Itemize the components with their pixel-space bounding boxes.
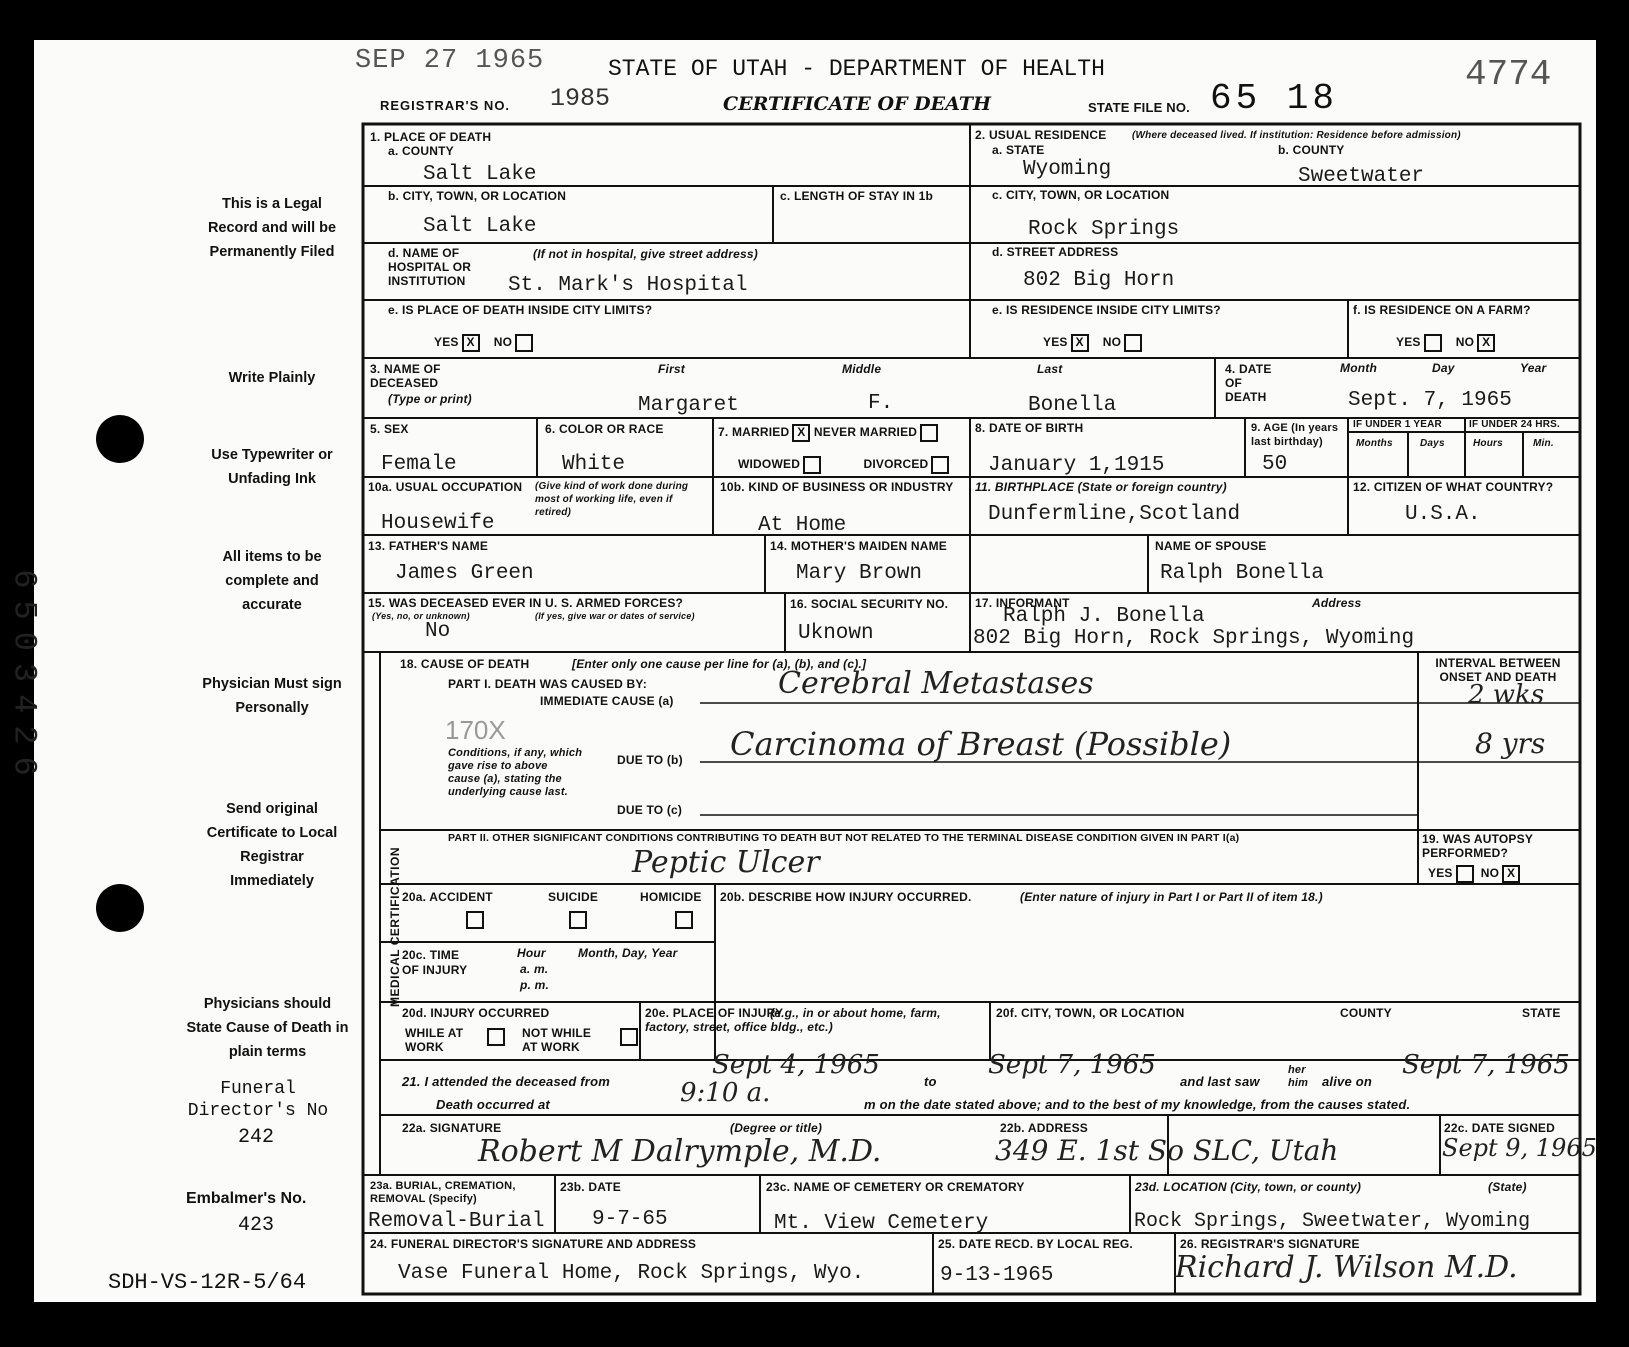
value-date-of-death: Sept. 7, 1965 [1348, 389, 1512, 412]
value-part2: Peptic Ulcer [632, 845, 820, 880]
label-pm: p. m. [520, 978, 550, 992]
label-her-him: her him [1288, 1064, 1309, 1089]
label-under-24-hrs: IF UNDER 24 HRS. [1469, 419, 1560, 430]
never-married-checkbox[interactable] [920, 424, 938, 442]
label-inside-city-limits: e. IS PLACE OF DEATH INSIDE CITY LIMITS? [388, 303, 653, 317]
label-suicide: SUICIDE [548, 890, 599, 904]
sidebar-send-original: Send original Certificate to Local Registrar Immediately [206, 801, 338, 889]
label-place-of-injury: 20e. PLACE OF INJURY [645, 1006, 784, 1020]
no-checkbox[interactable]: X [1502, 865, 1520, 883]
registrar-signature: Richard J. Wilson M.D. [1175, 1250, 1518, 1285]
label-county: a. COUNTY [388, 144, 454, 158]
value-physician-address: 349 E. 1st So SLC, Utah [995, 1134, 1339, 1167]
never-married-label: NEVER MARRIED [813, 425, 918, 440]
yes-label: YES [1428, 866, 1453, 881]
label-place-of-injury-note: (e.g., in or about home, farm, factory, street, office bldg., etc.) [645, 1006, 941, 1034]
not-while-at-work-checkbox[interactable] [620, 1028, 638, 1046]
label-alive-on: alive on [1322, 1074, 1373, 1089]
label-degree: (Degree or title) [730, 1121, 823, 1135]
yes-checkbox[interactable] [1456, 865, 1474, 883]
label-injury-county: COUNTY [1340, 1006, 1392, 1020]
label-city: b. CITY, TOWN, OR LOCATION [388, 189, 567, 203]
value-hospital: St. Mark's Hospital [508, 274, 748, 297]
embalmer-label: Embalmer's No. [186, 1190, 307, 1207]
label-injury-state: STATE [1522, 1006, 1561, 1020]
label-date-of-death: 4. DATE OF DEATH [1225, 362, 1272, 404]
label-res-city: c. CITY, TOWN, OR LOCATION [992, 188, 1170, 202]
no-checkbox[interactable] [1124, 334, 1142, 352]
label-part2: PART II. OTHER SIGNIFICANT CONDITIONS CONTRIBUTING TO DEATH BUT NOT RELATED TO THE TERMINAL DISEASE CONDITION GIVEN IN PART I(a) [448, 832, 1240, 844]
yes-label: YES [434, 335, 459, 350]
yes-checkbox[interactable] [1424, 334, 1442, 352]
label-hour: Hour [517, 946, 546, 960]
label-months: Months [1356, 438, 1393, 449]
value-business: At Home [758, 514, 847, 537]
label-age: 9. AGE (In years last birthday) [1251, 422, 1339, 448]
label-days: Days [1420, 438, 1445, 449]
value-interval-a: 2 wks [1468, 680, 1545, 710]
label-injury-description: 20b. DESCRIBE HOW INJURY OCCURRED. [720, 890, 972, 904]
value-burial-date: 9-7-65 [592, 1208, 668, 1231]
value-alive-on: Sept 7, 1965 [1402, 1050, 1570, 1080]
label-attended-from: 21. I attended the deceased from [402, 1074, 610, 1089]
widowed-label: WIDOWED [738, 457, 801, 472]
label-part1: PART I. DEATH WAS CAUSED BY: [448, 677, 647, 691]
no-label: NO [493, 335, 513, 350]
label-cause-of-death: 18. CAUSE OF DEATH [400, 657, 530, 671]
label-mother: 14. MOTHER'S MAIDEN NAME [770, 539, 948, 553]
label-dob: 8. DATE OF BIRTH [975, 421, 1084, 435]
value-interval-b: 8 yrs [1475, 727, 1546, 760]
label-residence-note: (Where deceased lived. If institution: Residence before admission) [1132, 130, 1461, 141]
received-stamp: SEP 27 1965 [355, 46, 545, 76]
yes-checkbox[interactable]: X [1071, 334, 1089, 352]
value-ssn: Uknown [798, 622, 874, 645]
label-informant: 17. INFORMANT [975, 596, 1070, 610]
funeral-director-number: 242 [238, 1126, 275, 1149]
no-checkbox[interactable]: X [1477, 334, 1495, 352]
value-middle-name: F. [868, 392, 894, 415]
value-race: White [562, 453, 626, 476]
value-funeral-home: Vase Funeral Home, Rock Springs, Wyo. [398, 1262, 865, 1285]
label-address: Address [1312, 596, 1362, 610]
label-hospital-note: (If not in hospital, give street address) [533, 247, 758, 261]
value-time-of-death: 9:10 a. [680, 1078, 771, 1108]
form-title: STATE OF UTAH - DEPARTMENT OF HEALTH [608, 56, 1105, 82]
value-last-name: Bonella [1028, 394, 1117, 417]
label-due-to-c: DUE TO (c) [617, 803, 683, 817]
label-injury-city: 20f. CITY, TOWN, OR LOCATION [996, 1006, 1185, 1020]
widowed-checkbox[interactable] [803, 456, 821, 474]
label-conditions: Conditions, if any, which gave rise to above cause (a), stating the underlying cause last. [448, 747, 583, 798]
value-citizen: U.S.A. [1405, 503, 1481, 526]
label-farm: f. IS RESIDENCE ON A FARM? [1353, 303, 1531, 317]
classification-code: 170X [445, 715, 506, 745]
sidebar-physician: Physician Must sign Personally [202, 676, 342, 716]
label-cause-note: [Enter only one cause per line for (a), (b), and (c).] [572, 657, 867, 671]
sidebar-complete: All items to be complete and accurate [222, 549, 322, 613]
label-not-while-at-work: NOT WHILE AT WORK [522, 1026, 592, 1054]
label-business: 10b. KIND OF BUSINESS OR INDUSTRY [720, 480, 954, 494]
label-min: Min. [1533, 438, 1554, 449]
divorced-checkbox[interactable] [931, 456, 949, 474]
value-city: Salt Lake [423, 215, 537, 238]
label-month-day-year: Month, Day, Year [578, 946, 678, 960]
label-hours: Hours [1473, 438, 1503, 449]
sidebar-plain-terms: Physicians should State Cause of Death in plain terms [186, 996, 349, 1060]
value-birthplace: Dunfermline,Scotland [988, 503, 1241, 526]
label-type-or-print: (Type or print) [388, 392, 472, 406]
homicide-checkbox[interactable] [675, 911, 693, 929]
marital-status-row1 [718, 424, 938, 442]
label-spouse: NAME OF SPOUSE [1155, 539, 1267, 553]
label-name-deceased: 3. NAME OF DECEASED [370, 362, 441, 390]
value-occupation: Housewife [381, 512, 495, 535]
value-burial-location: Rock Springs, Sweetwater, Wyoming [1134, 1210, 1531, 1233]
sidebar-legal-record: This is a Legal Record and will be Permanently Filed [207, 196, 337, 260]
value-age: 50 [1262, 453, 1288, 476]
while-at-work-checkbox[interactable] [487, 1028, 505, 1046]
label-last: Last [1037, 362, 1063, 376]
label-signature: 22a. SIGNATURE [402, 1121, 502, 1135]
certificate-title: CERTIFICATE OF DEATH [723, 93, 991, 115]
marital-status-row2 [738, 456, 949, 474]
label-death-occurred: Death occurred at [436, 1097, 550, 1112]
state-file-number: 65 18 [1210, 78, 1339, 119]
label-due-to-b: DUE TO (b) [617, 753, 683, 767]
value-attended-from: Sept 4, 1965 [712, 1050, 880, 1080]
vertical-certificate-number: 6503426 [5, 569, 43, 788]
label-injury-occurred: 20d. INJURY OCCURRED [402, 1006, 550, 1020]
yes-no-res-city-limits [1043, 334, 1142, 352]
label-res-inside-city: e. IS RESIDENCE INSIDE CITY LIMITS? [992, 303, 1221, 317]
no-checkbox[interactable] [515, 334, 533, 352]
value-mother: Mary Brown [796, 562, 923, 585]
label-cemetery: 23c. NAME OF CEMETERY OR CREMATORY [766, 1180, 1025, 1194]
value-res-county: Sweetwater [1298, 165, 1425, 188]
value-res-city: Rock Springs [1028, 218, 1180, 241]
label-usual-residence: 2. USUAL RESIDENCE [975, 128, 1107, 142]
yes-checkbox[interactable]: X [462, 334, 480, 352]
label-injury-description-note: (Enter nature of injury in Part I or Part II of item 18.) [1020, 890, 1323, 904]
label-date-received: 25. DATE RECD. BY LOCAL REG. [938, 1237, 1133, 1251]
label-time-of-injury: 20c. TIME OF INJURY [402, 948, 468, 977]
value-first-name: Margaret [638, 394, 739, 417]
value-attended-to: Sept 7, 1965 [988, 1050, 1156, 1080]
value-street: 802 Big Horn [1023, 269, 1175, 292]
label-middle: Middle [842, 362, 882, 376]
label-funeral-director: 24. FUNERAL DIRECTOR'S SIGNATURE AND ADDRESS [370, 1237, 697, 1251]
label-length-of-stay: c. LENGTH OF STAY IN 1b [780, 189, 934, 203]
label-am: a. m. [520, 962, 549, 976]
label-m-on-date: m on the date stated above; and to the best of my knowledge, from the causes stated. [864, 1097, 1411, 1112]
label-under-1-year: IF UNDER 1 YEAR [1353, 419, 1442, 430]
registrar-label: REGISTRAR'S NO. [380, 98, 511, 113]
label-state-paren: (State) [1488, 1180, 1527, 1194]
label-res-county: b. COUNTY [1278, 143, 1345, 157]
yes-no-city-limits [434, 334, 533, 352]
label-occupation: 10a. USUAL OCCUPATION [368, 480, 523, 494]
label-autopsy: 19. WAS AUTOPSY PERFORMED? [1422, 832, 1533, 860]
embalmer-number: 423 [238, 1214, 275, 1237]
label-citizen: 12. CITIZEN OF WHAT COUNTRY? [1353, 480, 1554, 494]
label-street: d. STREET ADDRESS [992, 245, 1119, 259]
value-father: James Green [395, 562, 534, 585]
corner-number: 4774 [1465, 54, 1552, 95]
married-label: 7. MARRIED [718, 425, 790, 440]
label-registrar-signature: 26. REGISTRAR'S SIGNATURE [1180, 1237, 1360, 1251]
form-code: SDH-VS-12R-5/64 [108, 1270, 307, 1295]
label-armed-forces: 15. WAS DECEASED EVER IN U. S. ARMED FORCES? [368, 596, 684, 610]
label-year: Year [1520, 361, 1547, 375]
value-cause-a: Cerebral Metastases [778, 666, 1094, 701]
label-last-saw: and last saw [1180, 1074, 1260, 1089]
label-physician-address: 22b. ADDRESS [1000, 1121, 1088, 1135]
value-cause-b: Carcinoma of Breast (Possible) [730, 725, 1232, 763]
value-county: Salt Lake [423, 163, 537, 186]
yes-no-farm [1396, 334, 1495, 352]
value-date-received: 9-13-1965 [940, 1264, 1054, 1287]
label-homicide: HOMICIDE [640, 890, 702, 904]
value-informant: Ralph J. Bonella [1003, 605, 1205, 628]
label-while-at-work: WHILE AT WORK [405, 1026, 464, 1054]
label-sex: 5. SEX [370, 422, 409, 436]
suicide-checkbox[interactable] [569, 911, 587, 929]
no-label: NO [1455, 335, 1475, 350]
value-armed-forces: No [425, 620, 451, 643]
label-month: Month [1340, 361, 1377, 375]
label-first: First [658, 362, 686, 376]
divorced-label: DIVORCED [863, 457, 929, 472]
label-interval: INTERVAL BETWEEN ONSET AND DEATH [1435, 656, 1561, 684]
yes-label: YES [1043, 335, 1068, 350]
yes-label: YES [1396, 335, 1421, 350]
value-res-state: Wyoming [1023, 158, 1112, 181]
value-spouse: Ralph Bonella [1160, 562, 1324, 585]
label-armed-note1: (Yes, no, or unknown) [372, 611, 470, 621]
value-dob: January 1,1915 [988, 454, 1165, 477]
value-cemetery: Mt. View Cemetery [774, 1212, 989, 1235]
sidebar-write-plainly: Write Plainly [228, 370, 316, 386]
label-birthplace: 11. BIRTHPLACE (State or foreign country) [975, 480, 1227, 494]
label-burial-date: 23b. DATE [560, 1180, 621, 1194]
physician-signature: Robert M Dalrymple, M.D. [478, 1134, 882, 1169]
label-immediate-cause: IMMEDIATE CAUSE (a) [540, 694, 674, 708]
label-hospital: d. NAME OF HOSPITAL OR INSTITUTION [388, 246, 472, 288]
married-checkbox[interactable]: X [792, 424, 810, 442]
no-label: NO [1480, 866, 1500, 881]
label-race: 6. COLOR OR RACE [545, 422, 664, 436]
value-sex: Female [381, 453, 457, 476]
label-ssn: 16. SOCIAL SECURITY NO. [790, 597, 949, 611]
value-disposition: Removal-Burial [368, 1210, 545, 1233]
label-disposition: 23a. BURIAL, CREMATION, REMOVAL (Specify) [370, 1180, 516, 1205]
label-res-state: a. STATE [992, 143, 1045, 157]
registrar-number: 1985 [550, 84, 611, 113]
accident-checkbox[interactable] [466, 911, 484, 929]
label-date-signed: 22c. DATE SIGNED [1444, 1121, 1556, 1135]
label-occupation-note: (Give kind of work done during most of working life, even if retired) [535, 481, 689, 518]
label-father: 13. FATHER'S NAME [368, 539, 489, 553]
label-place-of-death: 1. PLACE OF DEATH [370, 130, 492, 144]
label-accident: 20a. ACCIDENT [402, 890, 493, 904]
funeral-director-label: Funeral Director's No [187, 1079, 329, 1121]
label-to: to [924, 1074, 937, 1089]
label-day: Day [1432, 361, 1455, 375]
no-label: NO [1102, 335, 1122, 350]
sidebar-typewriter: Use Typewriter or Unfading Ink [211, 447, 333, 487]
yes-no-autopsy [1428, 865, 1520, 883]
label-burial-location: 23d. LOCATION (City, town, or county) [1135, 1180, 1362, 1194]
value-informant-address: 802 Big Horn, Rock Springs, Wyoming [973, 627, 1415, 650]
medical-certification-label: MEDICAL CERTIFICATION [388, 846, 403, 1008]
label-armed-note2: (If yes, give war or dates of service) [535, 611, 695, 621]
value-date-signed: Sept 9, 1965 [1442, 1134, 1597, 1162]
state-file-label: STATE FILE NO. [1088, 100, 1190, 115]
